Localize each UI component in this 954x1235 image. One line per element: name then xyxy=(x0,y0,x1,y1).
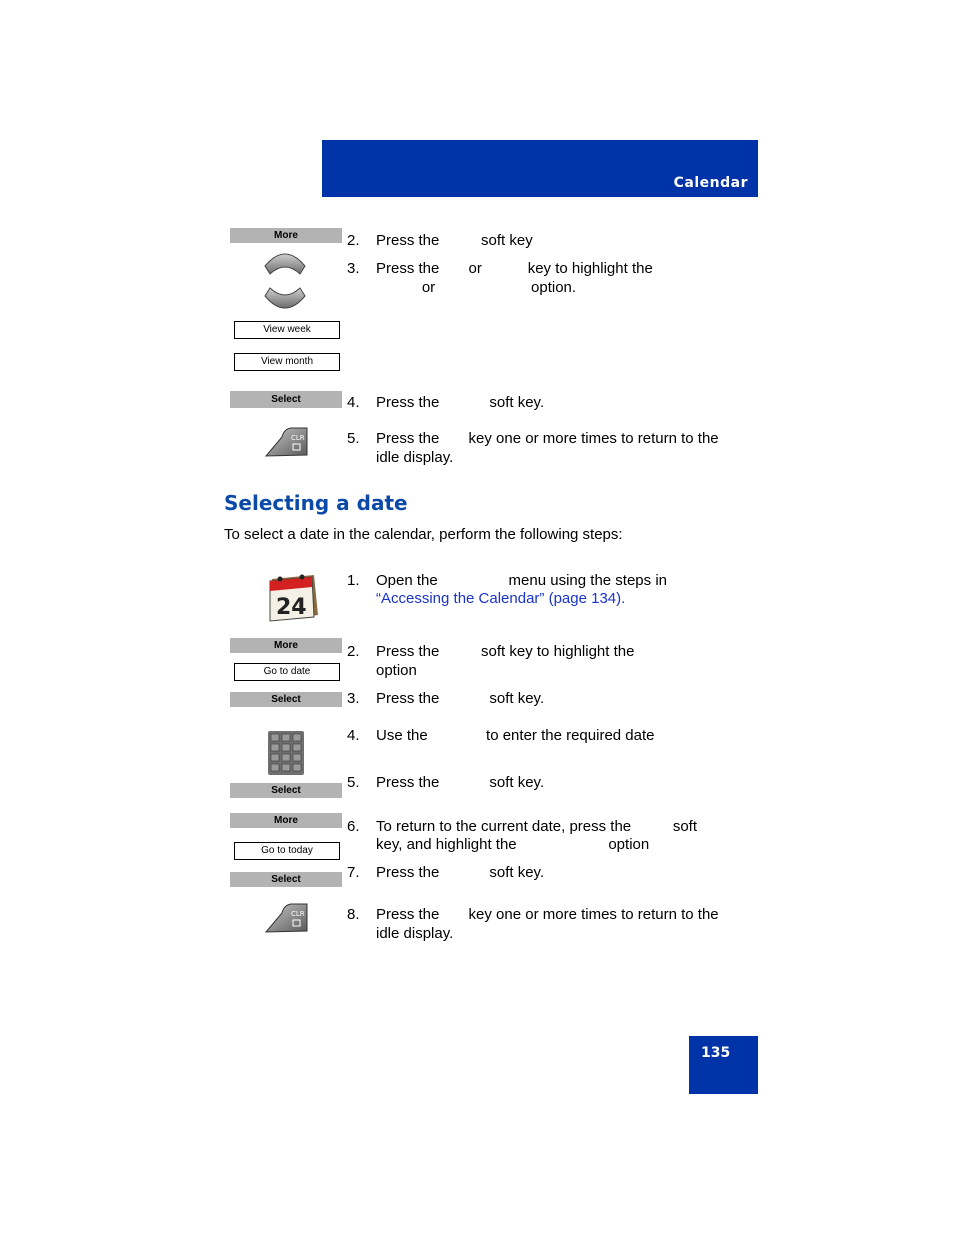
header-bar xyxy=(322,140,758,197)
select-softkey-4[interactable]: Select xyxy=(230,872,342,887)
more-softkey[interactable]: More xyxy=(230,228,342,243)
more-softkey-2[interactable]: More xyxy=(230,638,342,653)
header-title: Calendar xyxy=(673,175,748,191)
clr-key-icon[interactable] xyxy=(265,427,309,457)
calendar-icon xyxy=(264,571,322,625)
view-week-option[interactable]: View week xyxy=(234,321,340,339)
calendar-day-number: 24 xyxy=(276,595,307,620)
clr-key-icon-2[interactable] xyxy=(265,903,309,933)
view-month-option[interactable]: View month xyxy=(234,353,340,371)
more-softkey-3[interactable]: More xyxy=(230,813,342,828)
keypad-icon[interactable] xyxy=(268,731,304,775)
section-title: Selecting a date xyxy=(224,491,408,515)
clr-label: CLR xyxy=(291,434,305,442)
accessing-calendar-link[interactable]: “Accessing the Calendar” (page 134). xyxy=(376,590,626,607)
nav-down-key-icon[interactable] xyxy=(262,286,308,314)
section-intro: To select a date in the calendar, perform the following steps: xyxy=(224,526,623,543)
select-softkey-2[interactable]: Select xyxy=(230,692,342,707)
go-to-date-option[interactable]: Go to date xyxy=(234,663,340,681)
page-number: 135 xyxy=(701,1045,731,1061)
page-number-box xyxy=(689,1036,758,1094)
select-softkey[interactable]: Select xyxy=(230,391,342,408)
clr-label-2: CLR xyxy=(291,910,305,918)
nav-up-key-icon[interactable] xyxy=(262,248,308,276)
select-softkey-3[interactable]: Select xyxy=(230,783,342,798)
go-to-today-option[interactable]: Go to today xyxy=(234,842,340,860)
